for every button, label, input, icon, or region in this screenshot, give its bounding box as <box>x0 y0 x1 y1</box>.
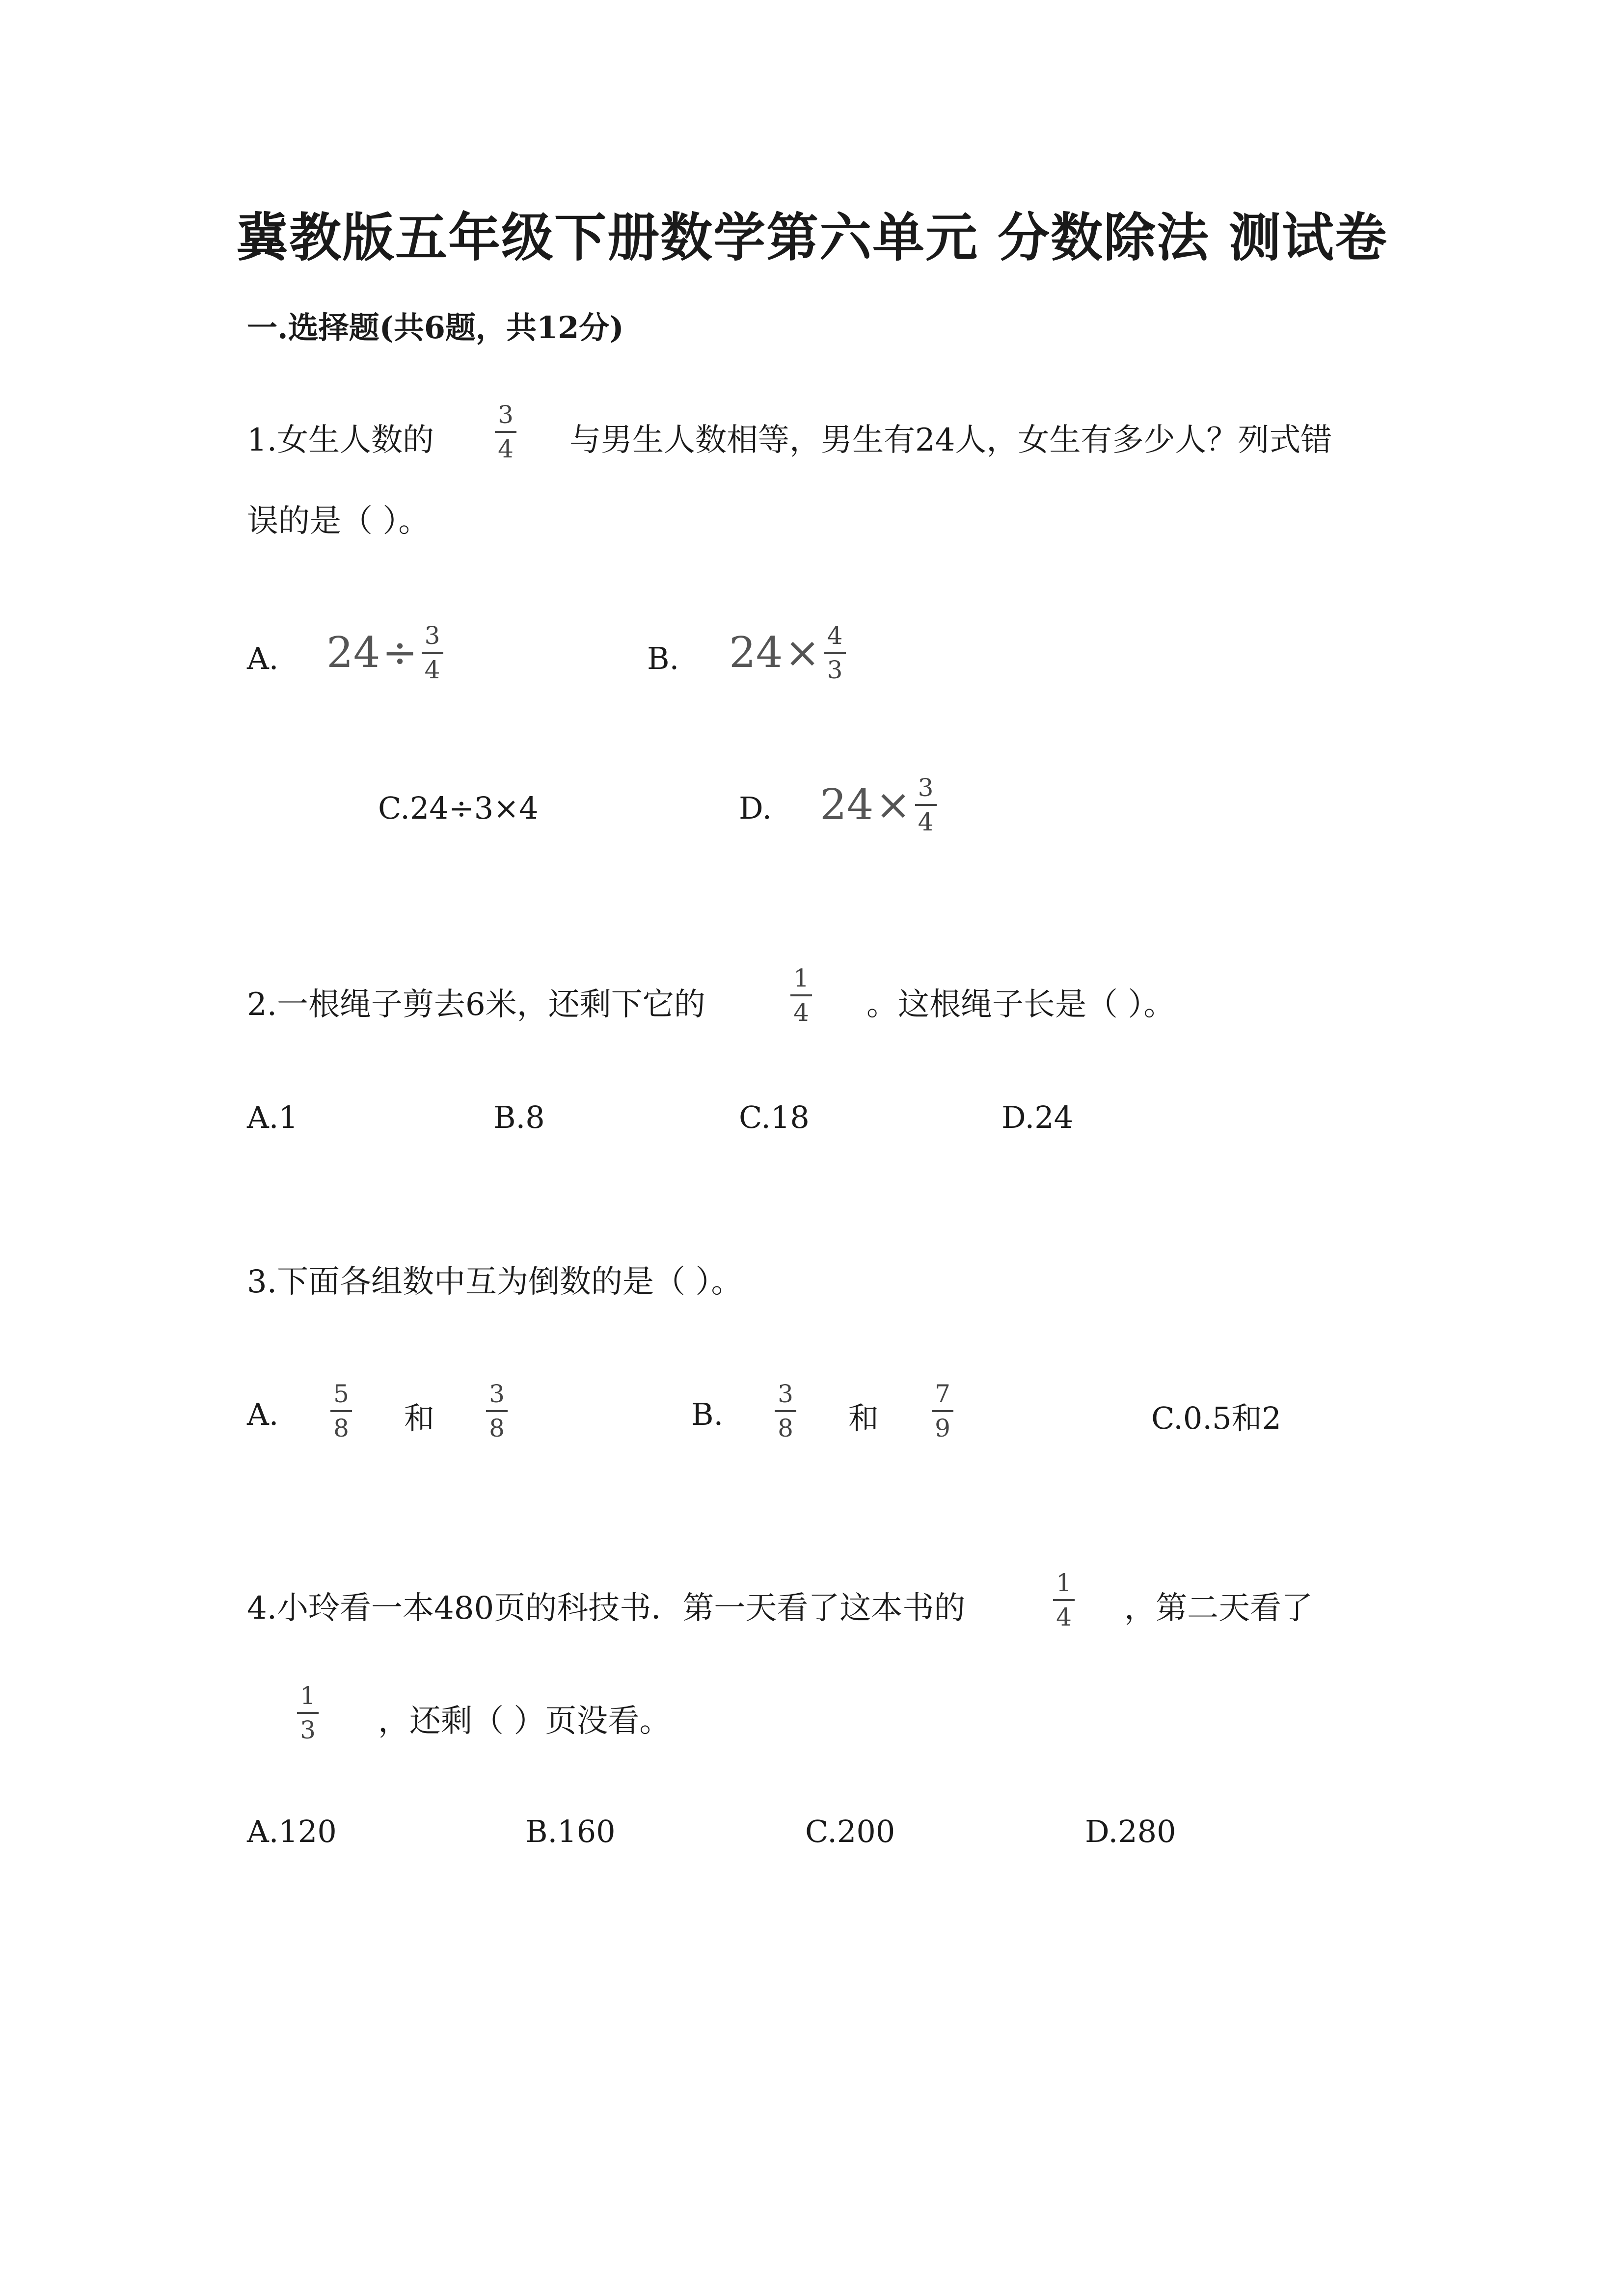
q3-b-and: 和 <box>848 1400 879 1436</box>
expr-frac-den: 3 <box>827 656 843 684</box>
expr-frac-den: 4 <box>918 808 934 836</box>
fraction-bar <box>495 431 516 433</box>
q2-text-tail: 。这根绳子长是（ ）。 <box>866 987 1175 1023</box>
fraction-bar <box>915 804 937 806</box>
expr-int: 24 <box>729 628 783 677</box>
q1-text-lead: 1.女生人数的 <box>247 422 434 458</box>
frac-den: 4 <box>1056 1603 1072 1631</box>
frac-den: 8 <box>333 1414 349 1442</box>
q4-option-d: D.280 <box>1085 1814 1176 1849</box>
q2-option-b: B.8 <box>493 1099 545 1135</box>
fraction-bar <box>824 652 846 654</box>
expr-fraction <box>422 623 443 682</box>
frac-den: 8 <box>778 1414 793 1442</box>
q2-frac-num: 1 <box>793 964 809 992</box>
fraction-bar <box>790 994 812 996</box>
q4-text-lead: 4.小玲看一本480页的科技书．第一天看了这本书的 <box>247 1590 966 1627</box>
q2-option-a: A.1 <box>247 1099 298 1135</box>
expr-int: 24 <box>820 780 874 829</box>
frac-den: 9 <box>935 1414 950 1442</box>
frac-num: 1 <box>1056 1569 1072 1597</box>
q3-option-c: C.0.5和2 <box>1151 1400 1281 1436</box>
expr-frac-num: 3 <box>424 621 440 650</box>
fraction-bar <box>297 1712 319 1714</box>
expr-operator: ÷ <box>382 628 418 677</box>
q1-frac-num: 3 <box>498 400 514 429</box>
frac-num: 1 <box>300 1682 316 1710</box>
expr-fraction <box>915 775 937 834</box>
q2-option-d: D.24 <box>1001 1099 1074 1135</box>
q1-text-tail: 与男生人数相等，男生有24人，女生有多少人？列式错 <box>569 422 1332 458</box>
frac-den: 3 <box>300 1716 316 1744</box>
q1-fraction <box>495 402 516 461</box>
q3-text: 3.下面各组数中互为倒数的是（ ）。 <box>247 1264 743 1300</box>
q3-option-a-label: A. <box>247 1396 279 1432</box>
q2-frac-den: 4 <box>793 998 809 1027</box>
q1-option-a-expr <box>326 623 443 682</box>
q3-a-and: 和 <box>404 1400 435 1436</box>
q4-option-b: B.160 <box>525 1814 616 1849</box>
frac-num: 3 <box>778 1380 793 1408</box>
page-title: 冀教版五年级下册数学第六单元 分数除法 测试卷 <box>236 207 1388 268</box>
fraction-bar <box>330 1410 352 1412</box>
fraction-bar <box>486 1410 508 1412</box>
expr-frac-den: 4 <box>424 656 440 684</box>
fraction-bar <box>422 652 443 654</box>
expr-int: 24 <box>326 628 380 677</box>
q1-option-d-expr <box>820 775 937 834</box>
expr-operator: × <box>785 628 820 677</box>
q2-fraction <box>790 966 812 1025</box>
frac-den: 8 <box>489 1414 505 1442</box>
section-heading: 一.选择题(共6题，共12分) <box>247 310 624 346</box>
q2-option-c: C.18 <box>739 1099 810 1135</box>
q4-fraction-2 <box>297 1683 319 1742</box>
expr-frac-num: 3 <box>918 774 934 802</box>
q1-text-line2: 误的是（ ）。 <box>247 503 430 539</box>
expr-frac-num: 4 <box>827 621 843 650</box>
q1-option-c: C.24÷3×4 <box>378 790 539 826</box>
q1-frac-den: 4 <box>498 435 514 463</box>
q4-text-tail: ，还剩（ ）页没看。 <box>378 1703 671 1739</box>
frac-num: 5 <box>333 1380 349 1408</box>
q3-a-fraction-2 <box>486 1382 508 1441</box>
q1-option-a-label: A. <box>247 641 279 676</box>
q3-b-fraction-1 <box>775 1382 796 1441</box>
q1-option-b-expr <box>729 623 846 682</box>
q4-option-c: C.200 <box>805 1814 895 1849</box>
fraction-bar <box>775 1410 796 1412</box>
q4-fraction-1 <box>1053 1571 1075 1629</box>
q3-a-fraction-1 <box>330 1382 352 1441</box>
q1-option-d-label: D. <box>739 790 772 826</box>
q3-b-fraction-2 <box>932 1382 953 1441</box>
q4-option-a: A.120 <box>247 1814 337 1849</box>
frac-num: 3 <box>489 1380 505 1408</box>
q4-text-mid: ，第二天看了 <box>1124 1590 1313 1627</box>
frac-num: 7 <box>935 1380 950 1408</box>
q2-text-lead: 2.一根绳子剪去6米，还剩下它的 <box>247 987 705 1023</box>
fraction-bar <box>1053 1599 1075 1601</box>
q3-option-b-label: B. <box>691 1396 724 1432</box>
expr-operator: × <box>875 780 911 829</box>
q1-option-b-label: B. <box>647 641 679 676</box>
fraction-bar <box>932 1410 953 1412</box>
expr-fraction <box>824 623 846 682</box>
